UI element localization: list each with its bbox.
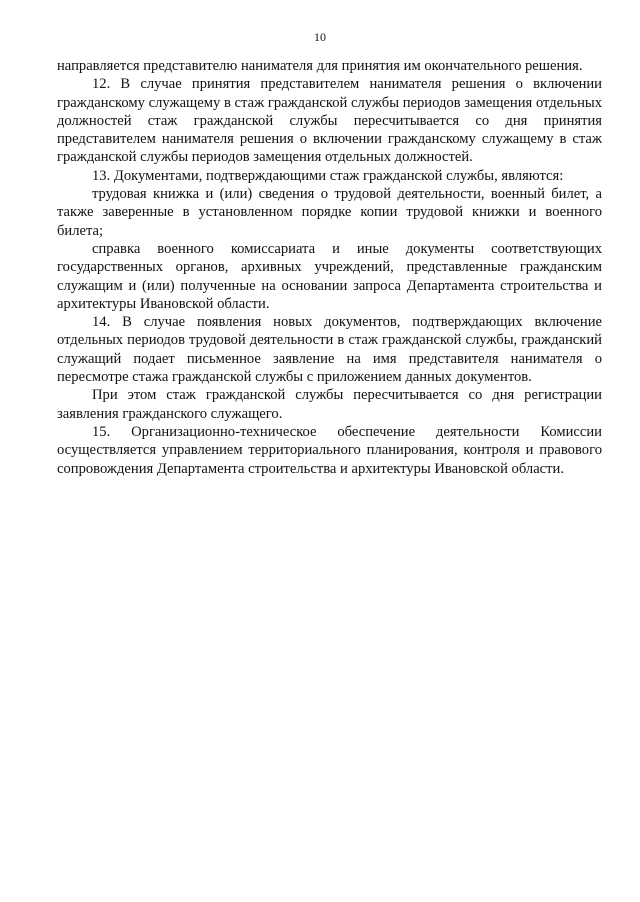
paragraph-13-item-labor-book: трудовая книжка и (или) сведения о трудовой деятельности, военный билет, а также заверенные в установленном порядке копии трудовой книжки и военного билета; [57,186,602,239]
paragraph-continuation: направляется представителю нанимателя для принятия им окончательного решения. [57,58,583,74]
document-body [57,57,602,478]
paragraph-14-recalculation: При этом стаж гражданской службы пересчитывается со дня регистрации заявления гражданского служащего. [57,387,602,422]
paragraph-14: 14. В случае появления новых документов, подтверждающих включение отдельных периодов трудовой деятельности в стаж гражданской службы, гражданский служащий подает письменное заявление на имя представителя нанимателя о пересмотре стажа гражданской службы с приложением данных документов. [57,314,602,386]
paragraph-12: 12. В случае принятия представителем нанимателя решения о включении гражданскому служащему в стаж гражданской службы периодов замещения отдельных должностей стаж гражданской службы пересчитывается со дня принятия представителем нанимателя решения о включении гражданскому служащему в стаж гражданской службы периодов замещения отдельных должностей. [57,76,602,166]
paragraph-15: 15. Организационно-техническое обеспечение деятельности Комиссии осуществляется управлением территориального планирования, контроля и правового сопровождения Департамента строительства и архитектуры Ивановской области. [57,423,602,477]
paragraph-13-item-certificate: справка военного комиссариата и иные документы соответствующих государственных органов, архивных учреждений, представленные гражданским служащим и (или) полученные на основании запроса Департамента строительства и архитектуры Ивановской области. [57,240,602,312]
paragraph-13: 13. Документами, подтверждающими стаж гражданской службы, являются: [92,167,564,184]
page-number: 10 [314,30,326,44]
